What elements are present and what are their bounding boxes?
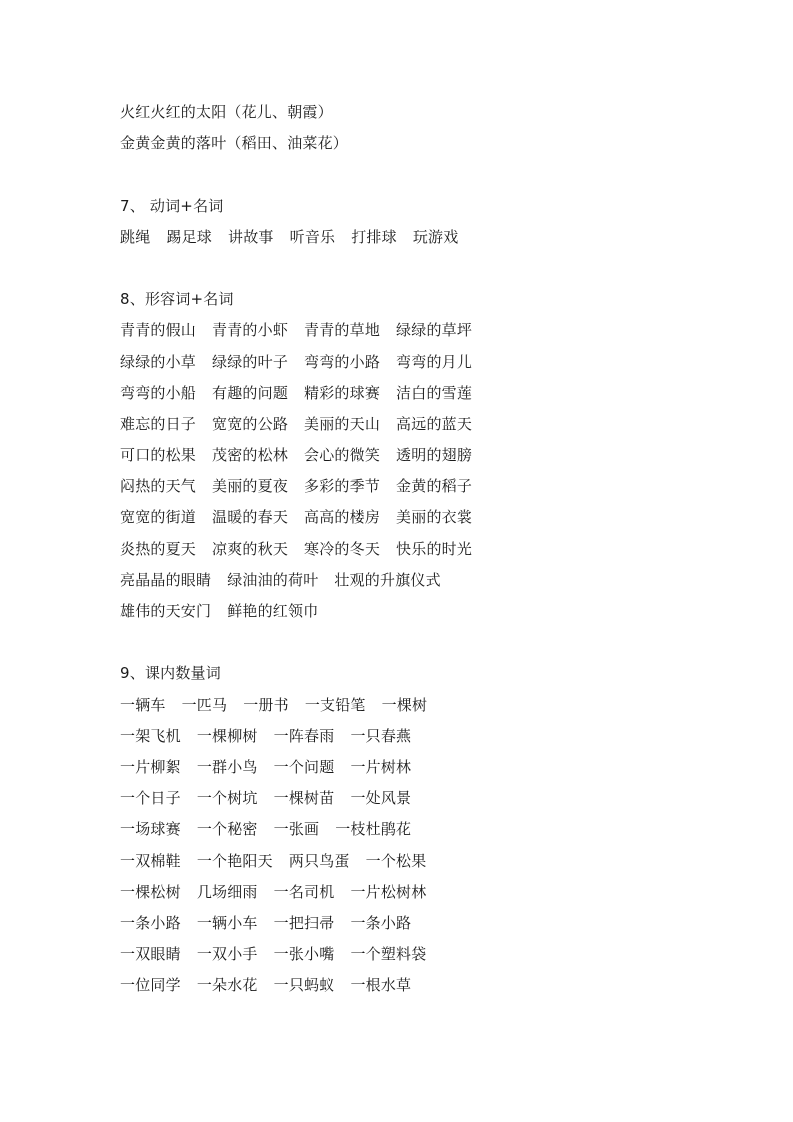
word-row (120, 471, 740, 502)
word-row (120, 877, 740, 908)
word-item: 一架飞机 (120, 726, 181, 745)
word-item: 弯弯的小路 (304, 352, 381, 371)
word-row (120, 502, 740, 533)
word-item: 一阵春雨 (273, 726, 335, 745)
word-item: 寒冷的冬天 (304, 539, 381, 558)
word-item: 青青的小虾 (212, 321, 289, 340)
word-item: 有趣的问题 (212, 383, 289, 402)
word-item: 快乐的时光 (396, 539, 473, 558)
word-row (120, 970, 740, 1001)
spacer (120, 253, 740, 284)
word-item: 洁白的雪莲 (396, 383, 473, 402)
word-row (120, 222, 740, 253)
word-item: 绿绿的草坪 (396, 321, 473, 340)
word-item: 一辆小车 (196, 913, 258, 932)
word-item: 跳绳 (120, 227, 151, 246)
word-item: 高远的蓝天 (396, 414, 473, 433)
word-item: 鲜艳的红领巾 (227, 602, 319, 620)
word-item: 一群小鸟 (196, 757, 258, 776)
word-row (120, 440, 740, 471)
word-item: 踢足球 (166, 227, 213, 246)
word-item: 一棵松树 (120, 882, 181, 901)
word-row (120, 347, 740, 378)
word-item: 一支铅笔 (304, 695, 366, 714)
word-item: 雄伟的天安门 (120, 602, 212, 620)
word-item: 可口的松果 (120, 446, 197, 465)
word-row (120, 690, 740, 721)
word-row (120, 721, 740, 752)
word-item: 一枝杜鹃花 (335, 820, 412, 839)
word-item: 一场球赛 (120, 820, 181, 839)
word-item: 两只鸟蛋 (288, 851, 350, 870)
word-item: 高高的楼房 (304, 508, 381, 527)
word-item: 一个日子 (120, 789, 181, 808)
word-row (120, 846, 740, 877)
word-item: 一名司机 (273, 882, 335, 901)
word-item: 宽宽的街道 (120, 508, 197, 527)
word-row (120, 409, 740, 440)
word-item: 一棵柳树 (196, 726, 258, 745)
word-item: 透明的翅膀 (396, 446, 473, 465)
word-item: 绿油油的荷叶 (227, 570, 319, 589)
word-item: 一双棉鞋 (120, 851, 181, 870)
word-item: 几场细雨 (196, 882, 258, 901)
word-row (120, 378, 740, 409)
word-item: 打排球 (351, 227, 397, 246)
word-row (120, 534, 740, 565)
word-item: 一双小手 (196, 945, 258, 964)
word-item: 一棵树苗 (273, 789, 335, 808)
word-item: 一把扫帚 (273, 913, 335, 932)
word-item: 听音乐 (289, 227, 336, 246)
spacer (120, 627, 740, 658)
word-item: 难忘的日子 (120, 414, 197, 433)
word-item: 青青的草地 (304, 321, 381, 340)
word-item: 一册书 (243, 695, 289, 714)
word-item: 青青的假山 (120, 321, 197, 340)
word-row (120, 814, 740, 845)
word-row (120, 315, 740, 346)
word-row (120, 908, 740, 939)
word-item: 玩游戏 (412, 227, 459, 246)
word-item: 一个秘密 (196, 820, 258, 839)
section-heading: 9、课内数量词 (120, 664, 221, 683)
word-item: 多彩的季节 (304, 477, 381, 496)
word-item: 一朵水花 (196, 976, 258, 995)
word-item: 凉爽的秋天 (212, 539, 289, 558)
word-item: 一张画 (273, 820, 320, 839)
word-item: 一双眼睛 (120, 945, 181, 964)
word-item: 一匹马 (181, 695, 228, 714)
word-row (120, 565, 740, 596)
word-item: 精彩的球赛 (304, 383, 381, 402)
word-item: 会心的微笑 (304, 446, 381, 465)
section-body (120, 315, 740, 627)
intro-line: 火红火红的太阳（花儿、朝霞） (120, 103, 333, 121)
section-body (120, 690, 740, 1002)
word-row (120, 939, 740, 970)
word-item: 弯弯的小船 (120, 383, 197, 402)
word-item: 亮晶晶的眼睛 (120, 570, 212, 589)
word-item: 壮观的升旗仪式 (334, 570, 441, 589)
word-item: 宽宽的公路 (212, 414, 289, 433)
spacer (120, 159, 740, 190)
section-body (120, 222, 740, 253)
word-item: 一个艳阳天 (196, 851, 273, 870)
word-item: 一张小嘴 (273, 945, 335, 964)
section-heading: 8、形容词+名词 (120, 290, 234, 309)
word-item: 一根水草 (350, 976, 412, 995)
intro-line: 金黄金黄的落叶（稻田、油菜花） (120, 134, 349, 153)
word-item: 茂密的松林 (212, 446, 289, 465)
word-item: 一只蚂蚁 (273, 976, 335, 995)
word-item: 闷热的天气 (120, 477, 197, 496)
word-row (120, 783, 740, 814)
word-item: 一条小路 (350, 913, 412, 932)
word-item: 一个树坑 (196, 789, 258, 808)
word-item: 一片树林 (350, 757, 412, 776)
document-page (120, 97, 740, 1001)
word-item: 一条小路 (120, 913, 181, 932)
word-item: 一个塑料袋 (350, 945, 427, 964)
word-item: 一位同学 (120, 976, 181, 995)
word-item: 讲故事 (228, 227, 274, 246)
word-item: 美丽的天山 (304, 414, 381, 433)
word-item: 一个松果 (365, 851, 427, 870)
section-heading: 7、 动词+名词 (120, 196, 224, 215)
word-item: 炎热的夏天 (120, 539, 197, 558)
word-item: 金黄的稻子 (396, 477, 473, 496)
word-item: 一片松树林 (350, 882, 427, 901)
word-item: 一辆车 (120, 695, 166, 714)
word-item: 一只春燕 (350, 726, 412, 745)
word-item: 一个问题 (273, 757, 335, 776)
word-item: 弯弯的月儿 (396, 352, 473, 371)
word-item: 一处风景 (350, 789, 412, 808)
word-item: 美丽的衣裳 (396, 508, 473, 527)
word-item: 一片柳絮 (120, 757, 181, 776)
word-item: 温暖的春天 (212, 508, 289, 527)
word-item: 美丽的夏夜 (212, 477, 289, 496)
word-row (120, 596, 740, 627)
word-row (120, 752, 740, 783)
word-item: 一棵树 (381, 695, 428, 714)
word-item: 绿绿的小草 (120, 352, 197, 371)
word-item: 绿绿的叶子 (212, 352, 289, 371)
